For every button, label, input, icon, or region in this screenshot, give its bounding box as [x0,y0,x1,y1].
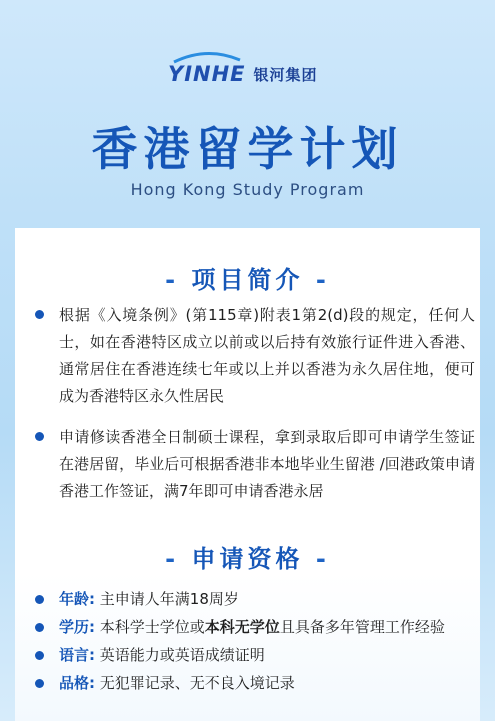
eligibility-key: 年龄: [59,590,95,608]
eligibility-item-education [35,616,475,638]
eligibility-key: 语言: [59,646,95,664]
header [0,0,495,230]
page-title: 香港留学计划 [91,122,404,176]
title-dash-right: - [315,266,330,294]
logo-company-name: 银河集团 [253,65,318,84]
logo-wordmark: YINHE [168,62,246,86]
brand-logo[interactable] [168,62,318,86]
eligibility-text [59,588,239,610]
bullet-dot-icon [35,310,44,319]
eligibility-text [59,672,295,694]
bullet-dot-icon [35,432,44,441]
intro-paragraph-1: 根据《入境条例》(第115章)附表1第2(d)段的规定，任何人士，如在香港特区成立以前或以后持有效旅行证件进入香港、通常居住在香港连续七年或以上并以香港为永久居住地，便可成为香港特区永久性居民 [59,306,475,405]
eligibility-value-a: 本科学士学位或 [99,618,205,636]
section-title-intro-text: 项目简介 [191,266,304,294]
list-item [35,424,475,505]
eligibility-value-bold: 本科无学位 [204,618,280,636]
title-dash-right: - [315,545,330,573]
intro-paragraph-2: 申请修读香港全日制硕士课程，拿到录取后即可申请学生签证在港居留，毕业后可根据香港非本地毕业生留港 /回港政策申请香港工作签证，满7年即可申请香港永居 [59,428,475,500]
eligibility-value: 英语能力或英语成绩证明 [99,646,265,664]
eligibility-item-language [35,644,475,666]
section-title-eligibility-text: 申请资格 [191,545,304,573]
eligibility-value: 主申请人年满18周岁 [99,590,239,608]
bullet-dot-icon [35,595,44,604]
eligibility-key: 品格: [59,674,95,692]
bullet-dot-icon [35,651,44,660]
eligibility-value-b: 且具备多年管理工作经验 [279,618,445,636]
eligibility-text [59,616,445,638]
section-title-eligibility [15,539,480,574]
eligibility-text [59,644,265,666]
title-dash-left: - [165,545,180,573]
content-card [15,228,480,721]
eligibility-key: 学历: [59,618,95,636]
title-dash-left: - [165,266,180,294]
eligibility-value: 无犯罪记录、无不良入境记录 [99,674,295,692]
list-item [35,302,475,410]
eligibility-item-character [35,672,475,694]
section-title-intro [15,260,480,295]
bullet-dot-icon [35,623,44,632]
bullet-dot-icon [35,679,44,688]
logo-arc-icon [172,50,242,64]
page-subtitle: Hong Kong Study Program [130,180,365,199]
eligibility-item-age [35,588,475,610]
